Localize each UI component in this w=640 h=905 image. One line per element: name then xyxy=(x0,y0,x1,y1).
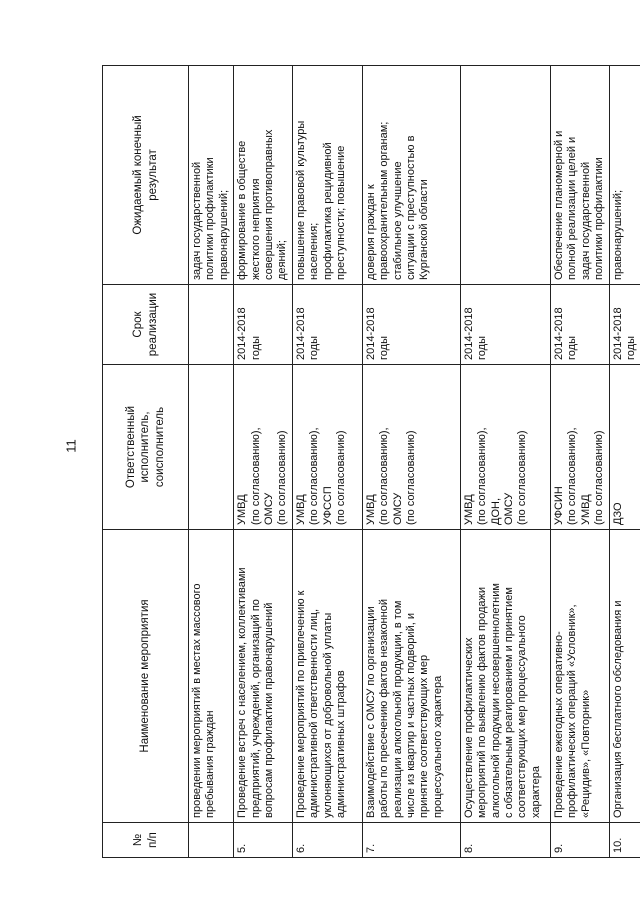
text-line: политики профилактики xyxy=(593,157,606,280)
header-no xyxy=(103,823,189,858)
text-line: жесткого неприятия xyxy=(249,178,262,280)
text-line: доверия граждан к xyxy=(364,184,377,280)
cell-no: 5. xyxy=(234,823,293,858)
text-line: правонарушений; xyxy=(217,189,230,280)
rotated-page xyxy=(102,65,638,858)
text-line: Организация бесплатного обследования и xyxy=(611,600,624,818)
text-line: Ожидаемый конечный xyxy=(132,115,145,235)
cell-term: 2014-2018 годы xyxy=(234,285,293,365)
text-line: процессуального характера xyxy=(431,675,444,818)
text-line: числе из квартир и частных подворий, и xyxy=(405,613,418,818)
text-line: реализации xyxy=(146,292,159,357)
cell-name xyxy=(550,530,609,823)
text-line: ДЗО xyxy=(611,502,624,525)
text-line: преступности; повышение xyxy=(335,145,348,280)
text-line: профилактических операций «Условник», xyxy=(566,604,579,818)
cell-result xyxy=(609,66,640,285)
text-line: УФСИН xyxy=(552,486,565,525)
text-line: пребывания граждан xyxy=(204,710,217,818)
text-line: мероприятий по выявлению фактов продажи xyxy=(476,587,489,818)
cell-result xyxy=(550,66,609,285)
cell-name xyxy=(189,530,234,823)
text-line: Курганской области xyxy=(418,179,431,280)
text-line: Срок xyxy=(132,311,145,338)
cell-result xyxy=(292,66,362,285)
cell-result xyxy=(234,66,293,285)
text-line: с обязательным реагированием и принятием xyxy=(503,587,516,818)
table-row xyxy=(609,66,640,858)
cell-name xyxy=(292,530,362,823)
text-line: ОМСУ xyxy=(263,492,276,525)
text-line: Осуществление профилактических xyxy=(462,637,475,818)
text-line: (по согласованию) xyxy=(276,430,289,525)
cell-executor xyxy=(362,365,460,530)
header-executor xyxy=(103,365,189,530)
cell-executor xyxy=(189,365,234,530)
cell-term: 2014-2018 годы xyxy=(292,285,362,365)
page-number: 11 xyxy=(63,439,79,453)
text-line: административных штрафов xyxy=(335,670,348,818)
text-line: ситуации с преступностью в xyxy=(405,135,418,280)
table-row-continued xyxy=(189,66,234,858)
text-line: (по согласованию), xyxy=(378,427,391,525)
text-line: УМВД xyxy=(462,494,475,525)
text-line: ОМСУ xyxy=(503,492,516,525)
text-line: населения; xyxy=(308,222,321,280)
text-line: (по согласованию), xyxy=(249,427,262,525)
text-line: УФССП xyxy=(321,486,334,525)
cell-no: 7. xyxy=(362,823,460,858)
text-line: деяний; xyxy=(276,240,289,280)
text-line: полной реализации целей и xyxy=(566,136,579,280)
table-row xyxy=(362,66,460,858)
cell-result xyxy=(189,66,234,285)
text-line: Проведение мероприятий по привлечению к xyxy=(294,590,307,818)
text-line: Обеспечение планомерной и xyxy=(552,130,565,280)
header-name xyxy=(103,530,189,823)
cell-name xyxy=(234,530,293,823)
text-line: совершения противоправных xyxy=(263,129,276,280)
text-line: принятие соответствующих мер xyxy=(418,654,431,818)
text-line: УМВД xyxy=(236,494,249,525)
text-line: (по согласованию) xyxy=(405,430,418,525)
activities-table xyxy=(102,65,640,858)
cell-executor xyxy=(550,365,609,530)
text-line: (по согласованию), xyxy=(566,427,579,525)
text-line: правоохранительным органам; xyxy=(378,121,391,280)
text-line: работы по пресечению фактов незаконной xyxy=(378,599,391,818)
cell-result xyxy=(362,66,460,285)
text-line: УМВД xyxy=(294,494,307,525)
cell-executor xyxy=(609,365,640,530)
text-line: правонарушений; xyxy=(611,189,624,280)
text-line: ОМСУ xyxy=(391,492,404,525)
text-line: предприятий, учреждений, организаций по xyxy=(249,599,262,818)
text-line: УМВД xyxy=(579,494,592,525)
cell-executor xyxy=(234,365,293,530)
text-line: профилактика рецидивной xyxy=(321,142,334,280)
cell-no: 10. xyxy=(609,823,640,858)
table-row xyxy=(234,66,293,858)
cell-term: 2014-2018 годы xyxy=(460,285,550,365)
cell-no: 8. xyxy=(460,823,550,858)
cell-executor xyxy=(460,365,550,530)
header-result xyxy=(103,66,189,285)
text-line: (по согласованию) xyxy=(335,430,348,525)
text-line: «Рецидив», «Повторник» xyxy=(579,689,592,818)
cell-term: 2014-2018 годы xyxy=(362,285,460,365)
text-line: уклоняющихся от добровольной уплаты xyxy=(321,612,334,818)
cell-no xyxy=(189,823,234,858)
text-line: Ответственный xyxy=(125,405,138,489)
text-line: (по согласованию), xyxy=(476,427,489,525)
text-line: соответствующих мер процессуального xyxy=(516,615,529,818)
text-line: (по согласованию) xyxy=(593,430,606,525)
text-line: повышение правовой культуры xyxy=(294,120,307,280)
text-line: № xyxy=(132,833,145,847)
cell-name xyxy=(362,530,460,823)
text-line: (по согласованию) xyxy=(516,430,529,525)
table-row xyxy=(460,66,550,858)
cell-executor xyxy=(292,365,362,530)
cell-term: 2014-2018 годы xyxy=(550,285,609,365)
text-line: политики профилактики xyxy=(204,157,217,280)
text-line: п/п xyxy=(146,832,159,848)
text-line: результат xyxy=(146,149,159,201)
table-header-row xyxy=(103,66,189,858)
cell-name xyxy=(460,530,550,823)
text-line: ДОН, xyxy=(489,497,502,525)
cell-term: 2014-2018 годы xyxy=(609,285,640,365)
text-line: административной ответственности лиц, xyxy=(308,608,321,818)
text-line: соисполнитель xyxy=(153,406,166,488)
cell-result xyxy=(460,66,550,285)
text-line: Проведение встреч с населением, коллективами xyxy=(236,567,249,818)
text-line: характера xyxy=(529,766,542,818)
cell-no: 6. xyxy=(292,823,362,858)
text-line: алкогольной продукции несовершеннолетним xyxy=(489,583,502,818)
text-line: реализации алкогольной продукции, в том xyxy=(391,600,404,818)
cell-term xyxy=(189,285,234,365)
text-line: (по согласованию), xyxy=(308,427,321,525)
text-line: Проведение ежегодных оперативно- xyxy=(552,631,565,818)
cell-no: 9. xyxy=(550,823,609,858)
text-line: задач государственной xyxy=(579,161,592,280)
table-row xyxy=(292,66,362,858)
text-line: задач государственной xyxy=(191,161,203,280)
header-term xyxy=(103,285,189,365)
table-row xyxy=(550,66,609,858)
text-line: формирование в обществе xyxy=(236,140,249,280)
text-line: проведении мероприятий в местах массового xyxy=(191,583,203,818)
text-line: УМВД xyxy=(364,494,377,525)
text-line: Наименование мероприятия xyxy=(139,599,152,753)
text-line: вопросам профилактики правонарушений xyxy=(263,602,276,818)
text-line: исполнитель, xyxy=(139,411,152,483)
text-line: стабильное улучшение xyxy=(391,161,404,280)
cell-name xyxy=(609,530,640,823)
text-line: Взаимодействие с ОМСУ по организации xyxy=(364,606,377,818)
